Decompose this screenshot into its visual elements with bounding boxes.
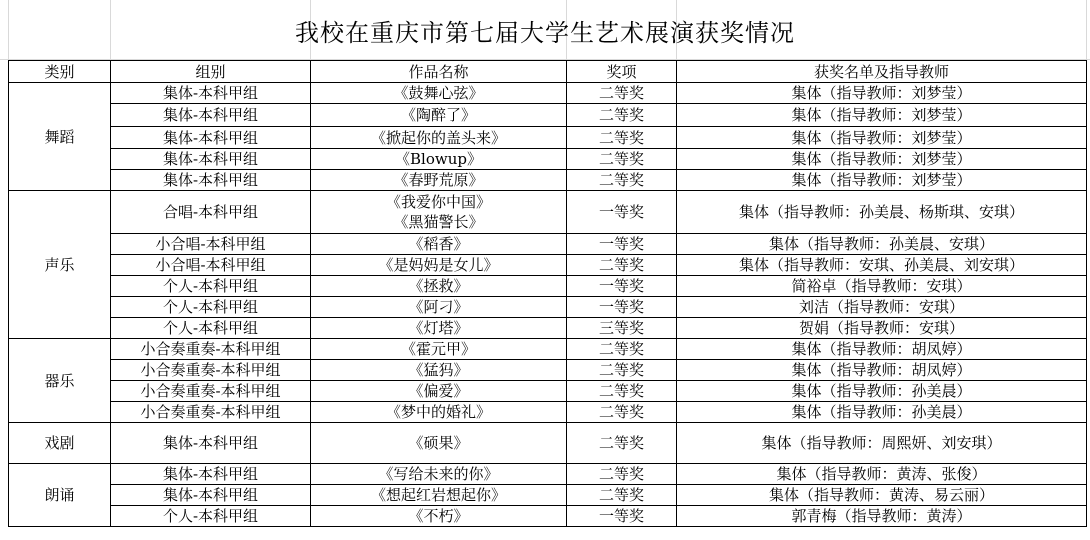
table-row (9, 423, 1087, 464)
header-work: 作品名称 (311, 61, 567, 83)
work-title: 《拯救》 (408, 277, 469, 295)
award-cell: 二等奖 (567, 423, 677, 464)
work-title: 《梦中的婚礼》 (385, 403, 491, 421)
group-cell: 小合唱-本科甲组 (111, 234, 311, 255)
table-row (9, 276, 1087, 297)
group-cell: 个人-本科甲组 (111, 297, 311, 318)
table-row (9, 318, 1087, 339)
category-cell: 戏剧 (9, 423, 111, 464)
awards-table (8, 60, 1087, 527)
work-cell (311, 360, 567, 381)
table-row (9, 83, 1087, 104)
award-cell: 二等奖 (567, 127, 677, 149)
work-title: 《Blowup》 (395, 150, 482, 168)
work-title: 《不朽》 (408, 507, 469, 525)
group-cell: 集体-本科甲组 (111, 83, 311, 104)
table-row (9, 339, 1087, 360)
award-cell: 二等奖 (567, 464, 677, 485)
winners-cell: 集体（指导教师：刘梦莹） (677, 83, 1087, 104)
group-cell: 小合唱-本科甲组 (111, 255, 311, 276)
table-row (9, 506, 1087, 527)
work-cell (311, 297, 567, 318)
header-winners: 获奖名单及指导教师 (677, 61, 1087, 83)
category-cell: 朗诵 (9, 464, 111, 527)
award-cell: 一等奖 (567, 191, 677, 234)
work-title: 《阿刁》 (408, 298, 469, 316)
header-category: 类别 (9, 61, 111, 83)
table-row (9, 381, 1087, 402)
table-row (9, 170, 1087, 191)
work-cell (311, 83, 567, 104)
table-row (9, 127, 1087, 149)
table-row (9, 297, 1087, 318)
group-cell: 集体-本科甲组 (111, 485, 311, 506)
award-cell: 二等奖 (567, 402, 677, 423)
table-row (9, 464, 1087, 485)
work-cell (311, 276, 567, 297)
group-cell: 小合奏重奏-本科甲组 (111, 381, 311, 402)
work-cell (311, 104, 567, 127)
work-cell (311, 255, 567, 276)
work-cell (311, 402, 567, 423)
group-cell: 小合奏重奏-本科甲组 (111, 402, 311, 423)
work-cell (311, 234, 567, 255)
table-row (9, 360, 1087, 381)
winners-cell: 集体（指导教师：刘梦莹） (677, 127, 1087, 149)
award-cell: 一等奖 (567, 234, 677, 255)
table-header-row (9, 61, 1087, 83)
category-cell: 器乐 (9, 339, 111, 423)
winners-cell: 集体（指导教师：刘梦莹） (677, 170, 1087, 191)
winners-cell: 集体（指导教师：安琪、孙美晨、刘安琪） (677, 255, 1087, 276)
work-cell (311, 170, 567, 191)
work-cell (311, 506, 567, 527)
category-cell: 舞蹈 (9, 83, 111, 191)
award-cell: 一等奖 (567, 506, 677, 527)
winners-cell: 简裕卓（指导教师：安琪） (677, 276, 1087, 297)
work-cell (311, 191, 567, 234)
table-row (9, 191, 1087, 234)
work-title: 《偏爱》 (408, 382, 469, 400)
group-cell: 集体-本科甲组 (111, 423, 311, 464)
winners-cell: 集体（指导教师：刘梦莹） (677, 104, 1087, 127)
winners-cell: 郭青梅（指导教师：黄涛） (677, 506, 1087, 527)
group-cell: 小合奏重奏-本科甲组 (111, 360, 311, 381)
group-cell: 合唱-本科甲组 (111, 191, 311, 234)
work-title: 《陶醉了》 (400, 106, 476, 124)
winners-cell: 集体（指导教师：孙美晨） (677, 381, 1087, 402)
work-cell (311, 381, 567, 402)
group-cell: 个人-本科甲组 (111, 318, 311, 339)
award-cell: 二等奖 (567, 360, 677, 381)
work-cell (311, 485, 567, 506)
group-cell: 集体-本科甲组 (111, 170, 311, 191)
work-title: 《鼓舞心弦》 (393, 84, 484, 102)
table-row (9, 255, 1087, 276)
table-row (9, 104, 1087, 127)
winners-cell: 集体（指导教师：孙美晨、杨斯琪、安琪） (677, 191, 1087, 234)
winners-cell: 集体（指导教师：孙美晨、安琪） (677, 234, 1087, 255)
group-cell: 集体-本科甲组 (111, 149, 311, 170)
work-title: 《我爱你中国》 (385, 193, 491, 211)
winners-cell: 贺娟（指导教师：安琪） (677, 318, 1087, 339)
work-cell (311, 423, 567, 464)
award-cell: 二等奖 (567, 339, 677, 360)
award-cell: 二等奖 (567, 170, 677, 191)
table-row (9, 234, 1087, 255)
award-cell: 一等奖 (567, 297, 677, 318)
work-title: 《稻香》 (408, 235, 469, 253)
work-title: 《写给未来的你》 (378, 465, 499, 483)
group-cell: 小合奏重奏-本科甲组 (111, 339, 311, 360)
award-cell: 二等奖 (567, 381, 677, 402)
winners-cell: 集体（指导教师：周熙妍、刘安琪） (677, 423, 1087, 464)
group-cell: 个人-本科甲组 (111, 506, 311, 527)
work-title: 《黑猫警长》 (393, 213, 484, 231)
winners-cell: 集体（指导教师：黄涛、张俊） (677, 464, 1087, 485)
category-cell: 声乐 (9, 191, 111, 339)
group-cell: 个人-本科甲组 (111, 276, 311, 297)
work-title: 《掀起你的盖头来》 (370, 128, 506, 147)
group-cell: 集体-本科甲组 (111, 464, 311, 485)
award-cell: 二等奖 (567, 104, 677, 127)
winners-cell: 集体（指导教师：孙美晨） (677, 402, 1087, 423)
award-cell: 一等奖 (567, 276, 677, 297)
work-title: 《春野荒原》 (393, 171, 484, 189)
table-row (9, 485, 1087, 506)
work-cell (311, 318, 567, 339)
award-cell: 三等奖 (567, 318, 677, 339)
group-cell: 集体-本科甲组 (111, 127, 311, 149)
winners-cell: 集体（指导教师：胡凤婷） (677, 360, 1087, 381)
work-title: 《硕果》 (408, 434, 469, 452)
work-cell (311, 149, 567, 170)
work-cell (311, 127, 567, 149)
table-row (9, 402, 1087, 423)
table-row (9, 149, 1087, 170)
award-cell: 二等奖 (567, 485, 677, 506)
award-cell: 二等奖 (567, 255, 677, 276)
header-award: 奖项 (567, 61, 677, 83)
award-cell: 二等奖 (567, 149, 677, 170)
winners-cell: 集体（指导教师：刘梦莹） (677, 149, 1087, 170)
winners-cell: 集体（指导教师：黄涛、易云丽） (677, 485, 1087, 506)
work-cell (311, 464, 567, 485)
winners-cell: 集体（指导教师：胡凤婷） (677, 339, 1087, 360)
work-title: 《灯塔》 (408, 319, 469, 337)
page-title: 我校在重庆市第七届大学生艺术展演获奖情况 (295, 18, 795, 47)
work-title: 《霍元甲》 (400, 340, 476, 358)
group-cell: 集体-本科甲组 (111, 104, 311, 127)
award-cell: 二等奖 (567, 83, 677, 104)
winners-cell: 刘洁（指导教师：安琪） (677, 297, 1087, 318)
work-title: 《是妈妈是女儿》 (378, 256, 499, 274)
work-cell (311, 339, 567, 360)
work-title: 《想起红岩想起你》 (370, 486, 506, 504)
work-title: 《猛犸》 (408, 361, 469, 379)
header-group: 组别 (111, 61, 311, 83)
